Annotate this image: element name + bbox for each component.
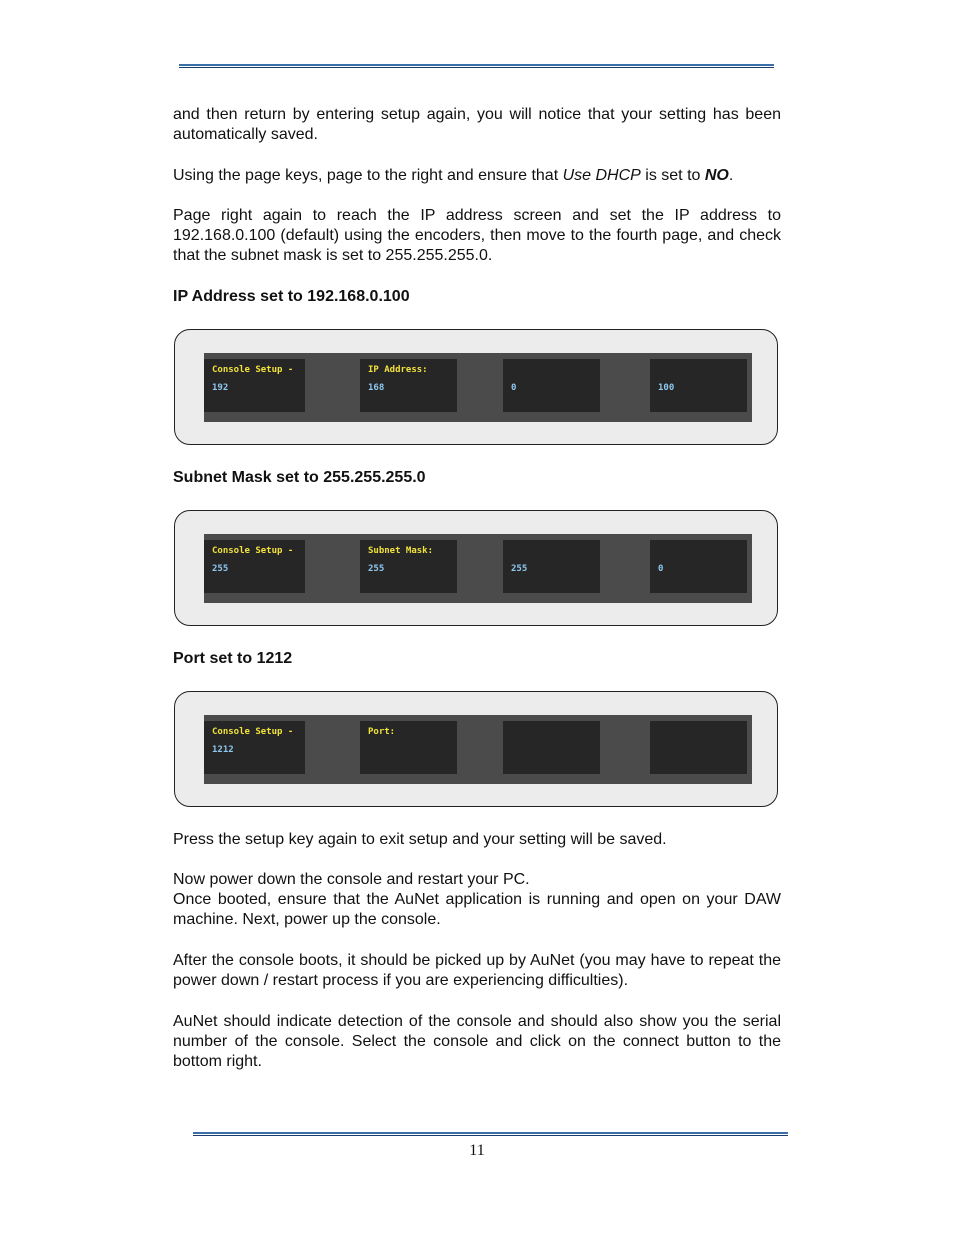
display-cell xyxy=(204,721,305,774)
header-rule xyxy=(179,64,774,68)
paragraph-aunet-detection: AuNet should indicate detection of the console and should also show you the serial number of the console. Select the console and click on the connect button to the bottom right. xyxy=(173,1013,781,1071)
dhcp-setting-name: Use DHCP xyxy=(562,167,641,184)
cell-label xyxy=(658,364,747,382)
display-cell xyxy=(503,540,600,593)
display-cell xyxy=(650,359,747,412)
cell-value: 1212 xyxy=(212,745,234,755)
cell-value: 100 xyxy=(658,383,675,393)
footer-rule xyxy=(193,1132,788,1136)
cell-label xyxy=(511,726,600,744)
display-cell xyxy=(204,359,305,412)
cell-value: 0 xyxy=(658,564,664,574)
cell-value: 192 xyxy=(212,383,229,393)
paragraph-console-boots: After the console boots, it should be picked up by AuNet (you may have to repeat the power down / restart process if you are experiencing difficulties). xyxy=(173,952,781,990)
cell-label: Port: xyxy=(368,727,396,737)
dhcp-text-end: . xyxy=(728,167,734,184)
display-cell xyxy=(650,540,747,593)
display-cell xyxy=(650,721,747,774)
cell-label: Console Setup - xyxy=(212,365,294,375)
display-cell xyxy=(360,721,457,774)
paragraph-dhcp xyxy=(173,166,781,186)
dhcp-text-mid: is set to xyxy=(640,167,705,184)
heading-ip-address: IP Address set to 192.168.0.100 xyxy=(173,288,410,305)
subnet-mask-screenshot xyxy=(174,510,778,626)
cell-value: 0 xyxy=(511,383,517,393)
paragraph-saved: and then return by entering setup again, you will notice that your setting has been automatically saved. xyxy=(173,106,781,144)
cell-label: IP Address: xyxy=(368,365,428,375)
cell-value: 255 xyxy=(511,564,528,574)
paragraph-power-down: Now power down the console and restart your PC. xyxy=(173,871,530,888)
heading-port: Port set to 1212 xyxy=(173,650,293,667)
cell-label: Subnet Mask: xyxy=(368,546,434,556)
display-cell xyxy=(360,540,457,593)
ip-address-screenshot xyxy=(174,329,778,445)
dhcp-setting-value: NO xyxy=(704,167,729,184)
dhcp-text-start: Using the page keys, page to the right and ensure that xyxy=(173,167,563,184)
cell-value: 255 xyxy=(368,564,385,574)
paragraph-once-booted: Once booted, ensure that the AuNet application is running and open on your DAW machine. Next, power up the console. xyxy=(173,891,781,929)
cell-label xyxy=(511,364,600,382)
cell-value: 168 xyxy=(368,383,385,393)
display-cell xyxy=(204,540,305,593)
console-display xyxy=(204,353,752,422)
cell-label xyxy=(511,545,600,563)
display-cell xyxy=(503,359,600,412)
display-cell xyxy=(503,721,600,774)
console-display xyxy=(204,715,752,784)
port-screenshot xyxy=(174,691,778,807)
cell-value: 255 xyxy=(212,564,229,574)
cell-label xyxy=(658,545,747,563)
console-display xyxy=(204,534,752,603)
paragraph-ip-instructions: Page right again to reach the IP address screen and set the IP address to 192.168.0.100 (default) using the encoders, then move to the fourth page, and check that the subnet mask is set to 255.255.255.0. xyxy=(173,207,781,265)
page-number: 11 xyxy=(469,1142,485,1159)
heading-subnet-mask: Subnet Mask set to 255.255.255.0 xyxy=(173,469,426,486)
cell-label: Console Setup - xyxy=(212,546,294,556)
cell-label xyxy=(658,726,747,744)
paragraph-exit-setup: Press the setup key again to exit setup and your setting will be saved. xyxy=(173,831,667,848)
display-cell xyxy=(360,359,457,412)
cell-label: Console Setup - xyxy=(212,727,294,737)
